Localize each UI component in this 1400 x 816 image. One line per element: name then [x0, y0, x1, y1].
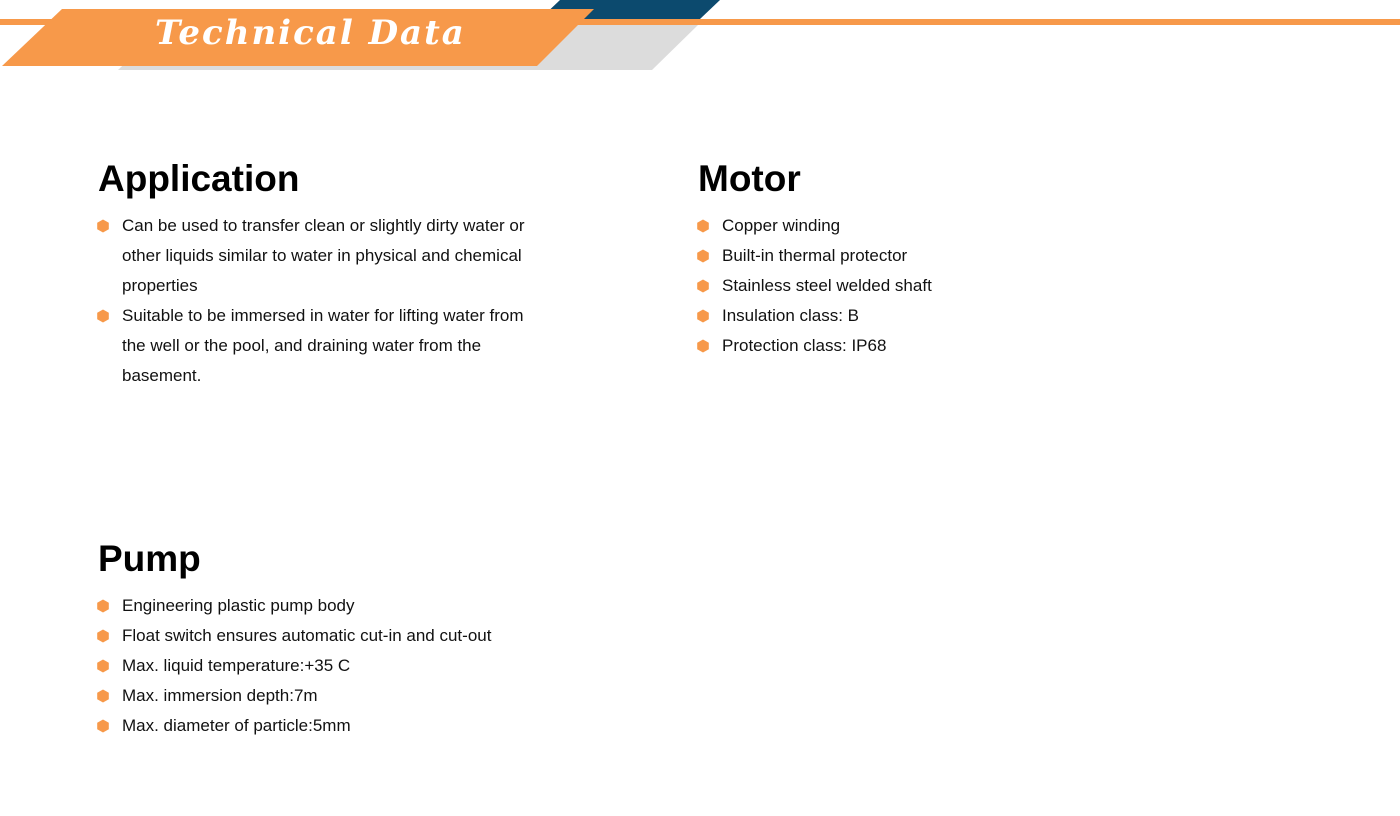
hexagon-bullet-icon [696, 339, 710, 353]
list-item-text: Max. liquid temperature:+35 C [122, 656, 351, 675]
list-item [698, 241, 1138, 271]
list-item [698, 211, 1138, 241]
page-title: Technical Data [155, 13, 466, 53]
hexagon-bullet-icon [96, 689, 110, 703]
motor-list [698, 211, 1138, 361]
list-item [98, 621, 558, 651]
list-item [698, 301, 1138, 331]
list-item [98, 681, 558, 711]
pump-heading: Pump [98, 538, 201, 579]
pump-section [98, 539, 558, 741]
hexagon-bullet-icon [696, 309, 710, 323]
list-item-text: Built-in thermal protector [722, 246, 908, 265]
list-item [98, 711, 558, 741]
list-item-text: Insulation class: B [722, 306, 860, 325]
list-item [698, 271, 1138, 301]
hexagon-bullet-icon [696, 249, 710, 263]
list-item-text: Stainless steel welded shaft [722, 276, 932, 295]
motor-section [698, 159, 1138, 361]
list-item [98, 651, 558, 681]
list-item-text: Engineering plastic pump body [122, 596, 355, 615]
header-banner [0, 0, 1400, 80]
hexagon-bullet-icon [96, 659, 110, 673]
application-section [98, 159, 538, 391]
list-item-text: Suitable to be immersed in water for lifting water from the well or the pool, and draining water from the basement. [122, 306, 524, 385]
hexagon-bullet-icon [96, 719, 110, 733]
list-item-text: Float switch ensures automatic cut-in and cut-out [122, 626, 492, 645]
list-item-text: Protection class: IP68 [722, 336, 887, 355]
pump-list [98, 591, 558, 741]
list-item-text: Can be used to transfer clean or slightly dirty water or other liquids similar to water in physical and chemical properties [122, 216, 525, 295]
list-item-text: Max. diameter of particle:5mm [122, 716, 351, 735]
hexagon-bullet-icon [96, 629, 110, 643]
hexagon-bullet-icon [96, 219, 110, 233]
hexagon-bullet-icon [96, 309, 110, 323]
application-heading: Application [98, 158, 300, 199]
motor-heading: Motor [698, 158, 801, 199]
list-item [98, 301, 538, 391]
list-item-text: Copper winding [722, 216, 841, 235]
hexagon-bullet-icon [696, 219, 710, 233]
hexagon-bullet-icon [696, 279, 710, 293]
list-item [98, 211, 538, 301]
list-item [698, 331, 1138, 361]
list-item-text: Max. immersion depth:7m [122, 686, 318, 705]
list-item [98, 591, 558, 621]
hexagon-bullet-icon [96, 599, 110, 613]
application-list [98, 211, 538, 391]
